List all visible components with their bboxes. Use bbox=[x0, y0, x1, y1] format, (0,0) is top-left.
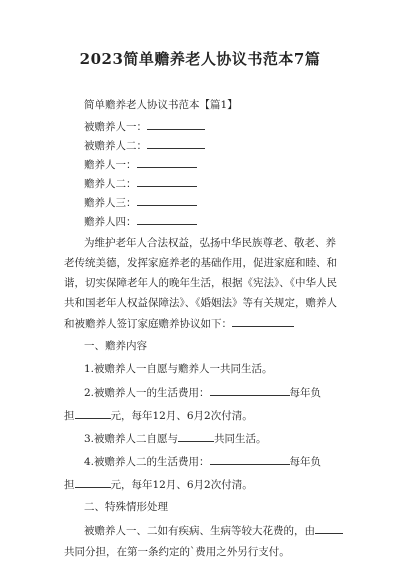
clause-text: 被赡养人一、二如有疾病、生病等较大花费的，由 bbox=[84, 525, 315, 537]
party-label: 赡养人一： bbox=[84, 159, 137, 171]
clause-text: 共同生活。 bbox=[214, 433, 267, 445]
clause-4-cont bbox=[64, 476, 253, 492]
fill-blank bbox=[210, 453, 290, 465]
intro-line-1: 为维护老年人合法权益，弘扬中华民族尊老、敬老、养 bbox=[84, 237, 336, 249]
fill-blank bbox=[315, 522, 343, 534]
clause-2-cont bbox=[64, 407, 253, 423]
clause-1: 1.被赡养人一自愿与赡养人一共同生活。 bbox=[84, 363, 273, 375]
fill-blank bbox=[232, 315, 294, 327]
fill-blank bbox=[147, 137, 205, 149]
party-label: 赡养人四： bbox=[84, 216, 137, 228]
fill-blank bbox=[137, 194, 197, 206]
fill-blank bbox=[75, 407, 111, 419]
intro-line-4: 共和国老年人权益保障法》、《婚姻法》等有关规定，赡养人 bbox=[64, 297, 337, 309]
party-line-6 bbox=[84, 213, 197, 229]
fill-blank bbox=[137, 175, 197, 187]
party-label: 被赡养人一： bbox=[84, 121, 147, 133]
clause-text: 4.被赡养人二的生活费用： bbox=[84, 456, 210, 468]
party-label: 赡养人三： bbox=[84, 197, 137, 209]
clause-text: 每年负 bbox=[289, 387, 322, 399]
party-line-3 bbox=[84, 156, 197, 172]
clause-text: 每年负 bbox=[289, 456, 322, 468]
section-heading-content: 一、赡养内容 bbox=[84, 340, 147, 352]
special-clause bbox=[84, 522, 343, 538]
fill-blank bbox=[137, 213, 197, 225]
party-label: 被赡养人二： bbox=[84, 140, 147, 152]
clause-text: 2.被赡养人一的生活费用： bbox=[84, 387, 210, 399]
party-line-5 bbox=[84, 194, 197, 210]
fill-blank bbox=[178, 430, 214, 442]
intro-text: 和被赡养人签订家庭赡养协议如下： bbox=[64, 318, 232, 330]
intro-line-3: 谐，切实保障老年人的晚年生活，根据《宪法》、《中华人民 bbox=[64, 277, 337, 289]
clause-2 bbox=[84, 384, 321, 400]
section-heading-special: 二、特殊情形处理 bbox=[84, 501, 168, 513]
clause-text: 担 bbox=[64, 410, 75, 422]
clause-4 bbox=[84, 453, 321, 469]
intro-line-2: 老传统美德，发挥家庭养老的基础作用，促进家庭和睦、和 bbox=[64, 257, 337, 269]
clause-text: 担 bbox=[64, 479, 75, 491]
clause-text: 元，每年12月、6月2次付清。 bbox=[110, 410, 253, 422]
document-subtitle: 简单赡养老人协议书范本【篇1】 bbox=[84, 99, 238, 111]
intro-line-5 bbox=[64, 315, 294, 331]
special-clause-cont: 共同分担，在第一条约定的`费用之外另行支付。 bbox=[64, 546, 290, 558]
fill-blank bbox=[147, 118, 205, 130]
clause-text: 3.被赡养人二自愿与 bbox=[84, 433, 179, 445]
clause-3 bbox=[84, 430, 267, 446]
fill-blank bbox=[75, 476, 111, 488]
document-title: 2023简单赡养老人协议书范本7篇 bbox=[79, 50, 321, 68]
fill-blank bbox=[137, 156, 197, 168]
party-line-1 bbox=[84, 118, 205, 134]
party-line-2 bbox=[84, 137, 205, 153]
party-label: 赡养人二： bbox=[84, 178, 137, 190]
clause-text: 元，每年12月、6月2次付清。 bbox=[110, 479, 253, 491]
fill-blank bbox=[210, 384, 290, 396]
party-line-4 bbox=[84, 175, 197, 191]
